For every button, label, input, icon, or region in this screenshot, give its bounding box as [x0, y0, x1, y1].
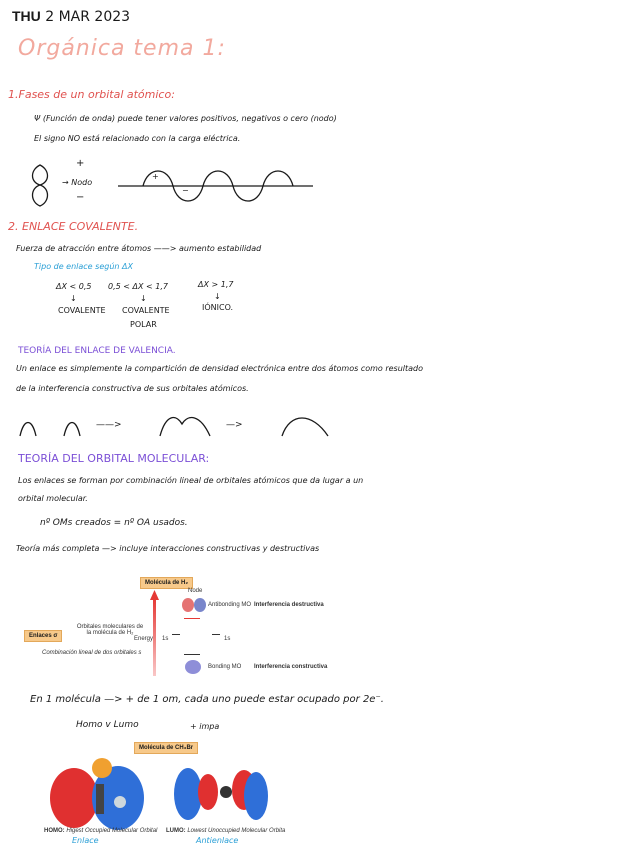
combinacion-label: Combinación lineal de dos orbitales s — [42, 650, 142, 656]
wave-plus: + — [152, 172, 159, 181]
valencia-line1: Un enlace es simplemente la compartición de densidad electrónica entre dos átomos como resultado — [16, 364, 424, 373]
orbitales-label: Orbitales moleculares de la molécula de H₂ — [76, 624, 144, 636]
plus-sign: + — [76, 158, 85, 169]
molecular-heading: TEORÍA DEL ORBITAL MOLECULAR: — [18, 452, 210, 465]
wave-function-sketch — [118, 168, 318, 208]
type1-arrow: ↓ — [70, 294, 77, 303]
destructiva-label: Interferencia destructiva — [254, 602, 324, 608]
ao-level-left — [172, 634, 180, 635]
section2-heading: 2. ENLACE COVALENTE. — [8, 220, 139, 233]
bottom-line1: En 1 molécula —> + de 1 om, cada uno puede estar ocupado por 2e⁻. — [30, 694, 384, 705]
type2-cond: 0,5 < ΔX < 1,7 — [108, 282, 168, 291]
antibonding-level — [184, 618, 200, 619]
orbital-overlap-sketch — [20, 414, 340, 444]
lumo-caption — [166, 828, 285, 834]
type3-arrow: ↓ — [214, 292, 221, 301]
section1-line1: Ψ (Función de onda) puede tener valores positivos, negativos o cero (nodo) — [34, 114, 337, 123]
impa-label: + impa — [190, 722, 220, 731]
page-title: Orgánica tema 1: — [18, 36, 226, 61]
type2-arrow: ↓ — [140, 294, 147, 303]
h2-figure-title: Molécula de H₂ — [140, 577, 193, 589]
type2-label2: POLAR — [130, 320, 157, 329]
bonding-label: Bonding MO — [208, 664, 242, 670]
constructiva-label: Interferencia constructiva — [254, 664, 328, 670]
homo-caption — [44, 828, 157, 834]
type3-cond: ΔX > 1,7 — [198, 280, 234, 289]
valencia-heading: TEORÍA DEL ENLACE DE VALENCIA. — [18, 346, 176, 356]
enlace-label: Enlace — [72, 836, 99, 845]
node-label: Node — [188, 588, 203, 594]
type1-cond: ΔX < 0,5 — [56, 282, 92, 291]
section1-heading: 1.Fases de un orbital atómico: — [8, 88, 175, 101]
lumo-orbital-image — [172, 762, 268, 824]
type3-label: IÓNICO. — [202, 303, 234, 312]
section1-line2: El signo NO está relacionado con la carga eléctrica. — [34, 134, 241, 143]
day-label: THU — [12, 8, 41, 24]
date-header — [12, 8, 130, 25]
nodo-label: → Nodo — [62, 178, 93, 187]
energy-label: Energy — [134, 636, 154, 642]
antibonding-label: Antibonding MO — [208, 602, 252, 608]
ch3br-figure-title: Molécula de CH₃Br — [134, 742, 198, 754]
type1-label: COVALENTE — [58, 306, 106, 315]
bond-type-subheading: Tipo de enlace según ΔX — [34, 262, 133, 271]
molecular-line4: Teoría más completa —> incluye interacciones constructivas y destructivas — [16, 544, 320, 553]
section2-line1: Fuerza de atracción entre átomos ——> aumento estabilidad — [16, 244, 262, 253]
minus-sign: − — [76, 192, 85, 203]
bonding-level — [184, 654, 200, 655]
valencia-line2: de la interferencia constructiva de sus orbitales atómicos. — [16, 384, 249, 393]
enlaces-sigma-tag: Enlaces σ — [24, 630, 62, 642]
date-label: 2 MAR 2023 — [45, 9, 131, 25]
type2-label: COVALENTE — [122, 306, 170, 315]
homo-caption-bold: HOMO: — [44, 828, 65, 834]
lumo-caption-text: Lowest Unoccupied Molecular Orbita — [187, 828, 286, 834]
molecular-line3: nº OMs creados = nº OA usados. — [40, 518, 188, 528]
ao-1s-right: 1s — [224, 636, 231, 642]
homo-lumo: Homo v Lumo — [76, 720, 139, 730]
molecular-line1: Los enlaces se forman por combinación lineal de orbitales atómicos que da lugar a un — [18, 476, 364, 485]
homo-orbital-image — [44, 756, 154, 830]
bonding-mo-icon — [184, 658, 202, 676]
lumo-caption-bold: LUMO: — [166, 828, 186, 834]
homo-caption-text: Higest Occupied Molecular Orbital — [66, 828, 158, 834]
wave-minus: − — [182, 186, 189, 195]
molecular-line2: orbital molecular. — [18, 494, 88, 503]
overlap-arrow2: —> — [226, 420, 243, 430]
overlap-arrow1: ——> — [96, 420, 122, 430]
antienlace-label: Antienlace — [196, 836, 239, 845]
ao-level-right — [212, 634, 220, 635]
antibonding-mo-icon — [182, 596, 206, 614]
ao-1s-left: 1s — [162, 636, 169, 642]
energy-arrow — [150, 590, 160, 680]
